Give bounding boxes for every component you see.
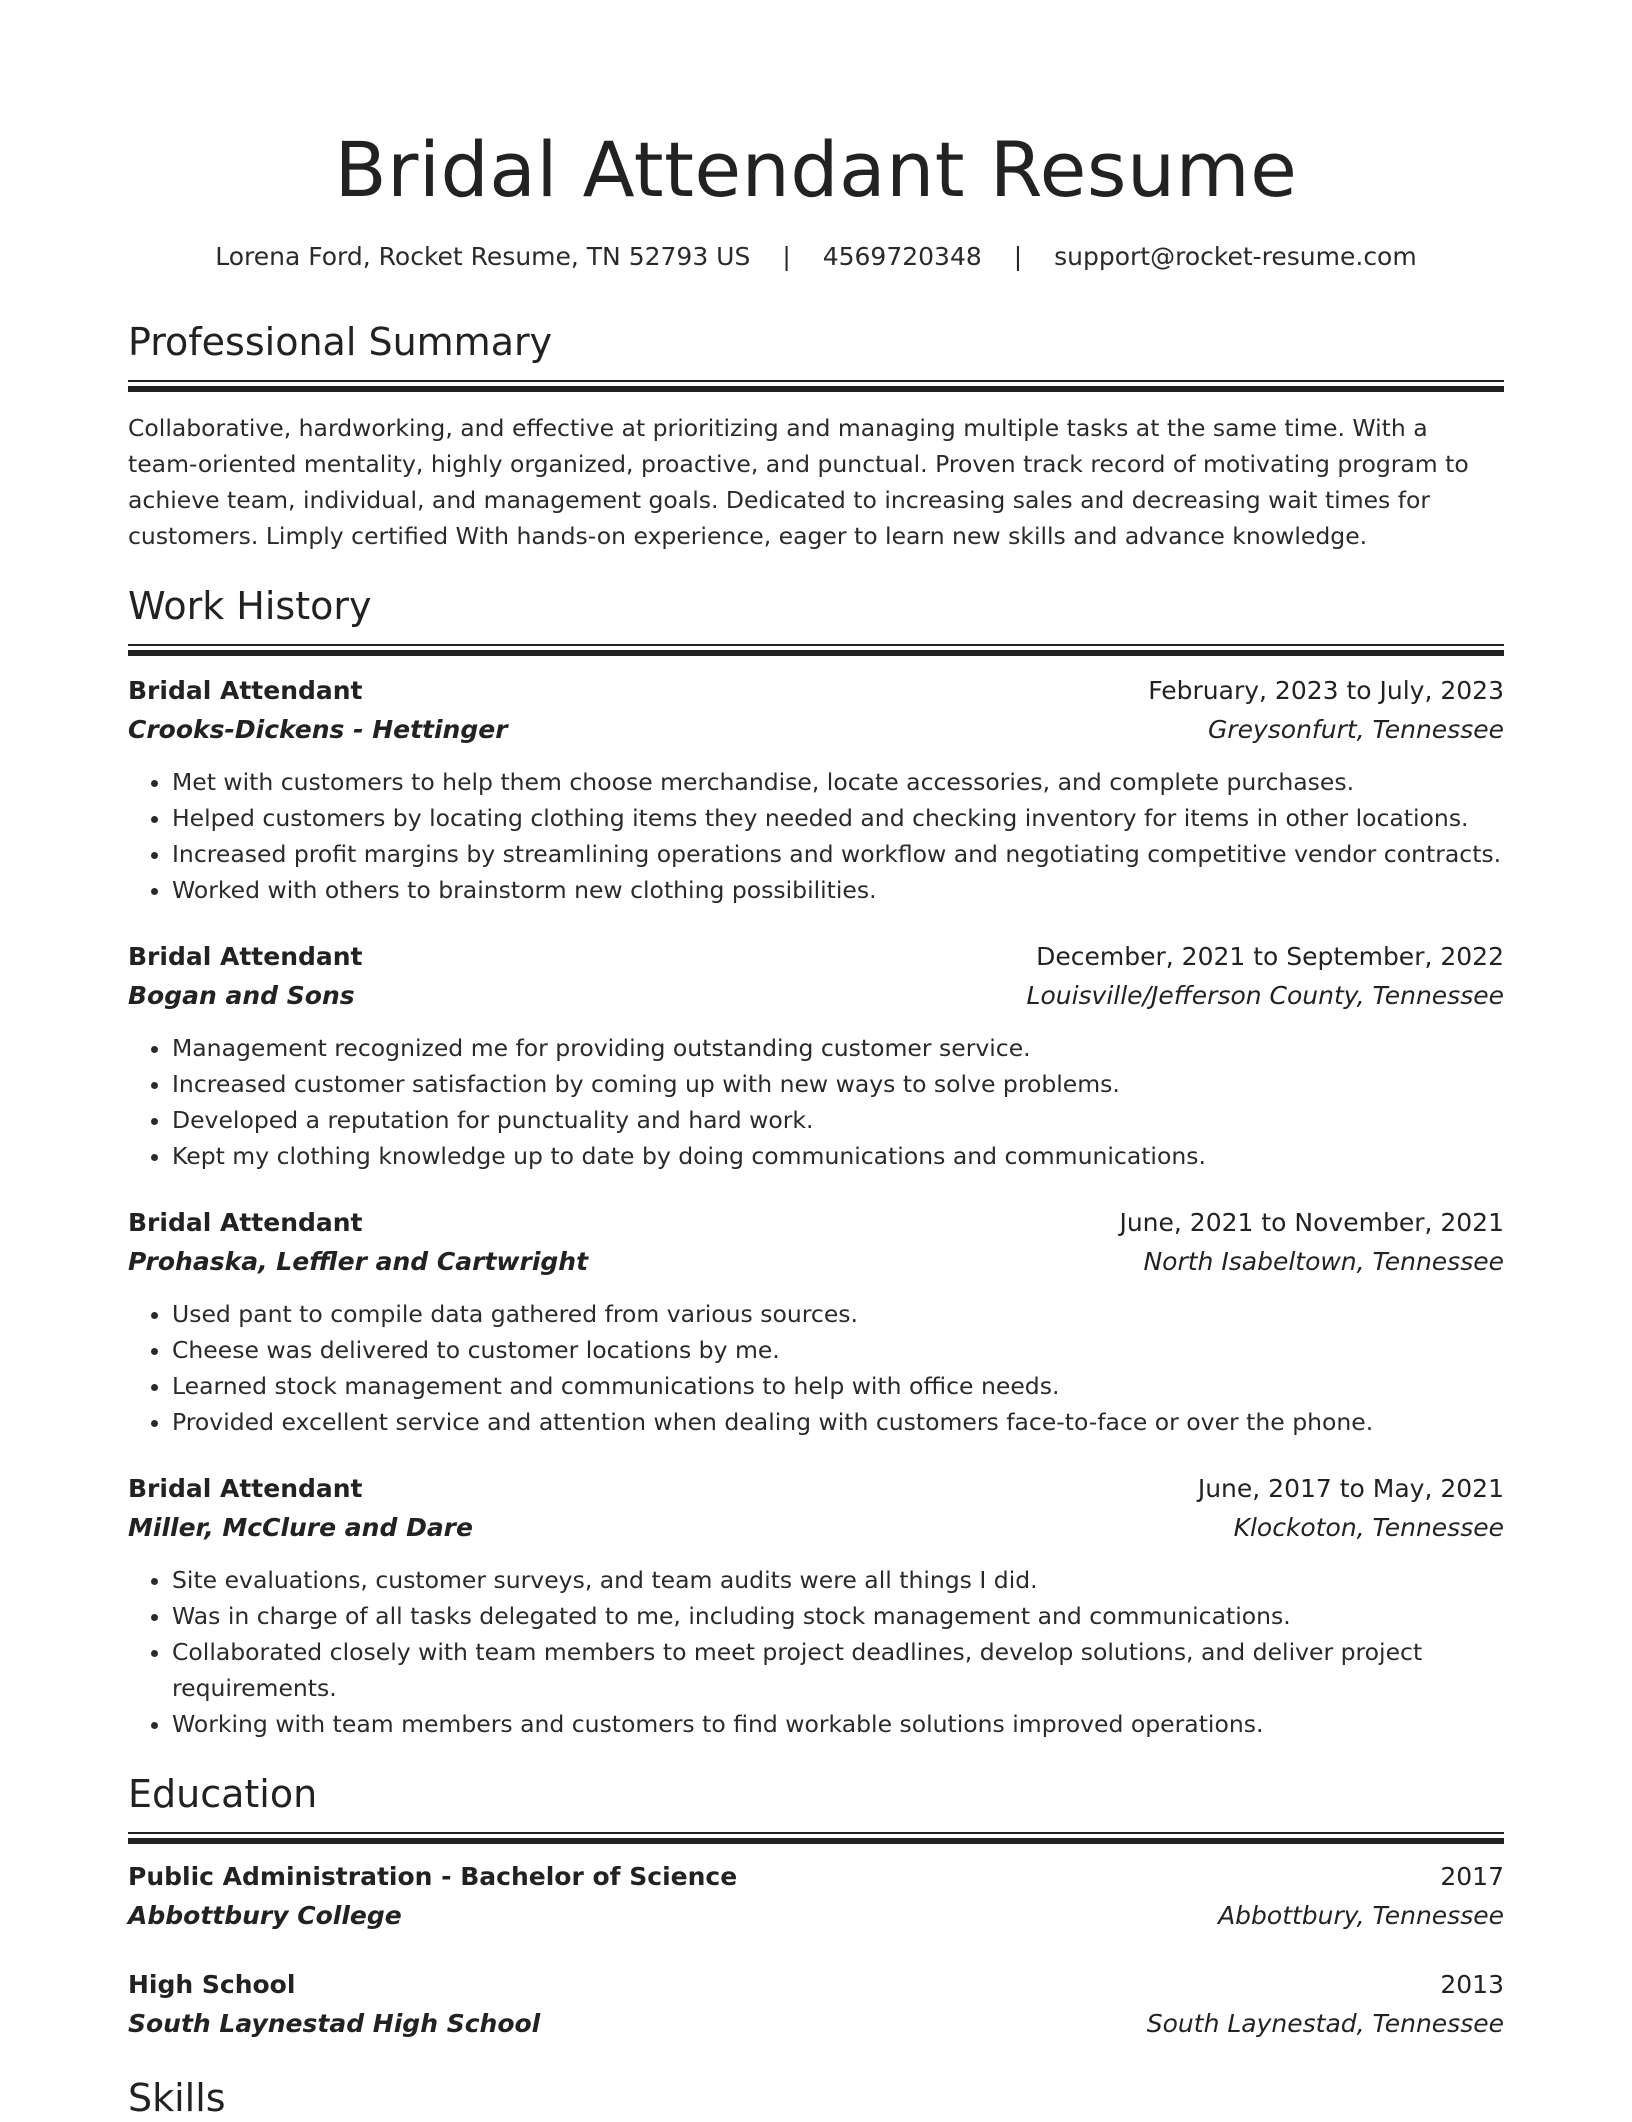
job-bullets — [128, 1296, 1504, 1440]
job-location: Louisville/Jefferson County, Tennessee — [1026, 981, 1504, 1010]
job-bullet: • Used pant to compile data gathered from various sources. — [172, 1296, 1504, 1332]
school-location: Abbottbury, Tennessee — [1218, 1901, 1504, 1930]
job-bullet: • Provided excellent service and attention when dealing with customers face-to-face or over the phone. — [172, 1404, 1504, 1440]
job-dates: June, 2021 to November, 2021 — [1119, 1208, 1504, 1237]
resume-page — [128, 0, 1504, 2122]
education-entry — [128, 1966, 1504, 2044]
section-divider — [128, 1832, 1504, 1844]
contact-separator: | — [1013, 242, 1023, 271]
job-entry — [128, 672, 1504, 908]
school-location: South Laynestad, Tennessee — [1146, 2009, 1504, 2038]
resume-title: Bridal Attendant Resume — [334, 125, 1298, 214]
contact-phone: 4569720348 — [822, 242, 982, 271]
work-history-section — [128, 582, 1504, 1742]
job-bullet: • Kept my clothing knowledge up to date by doing communications and communications. — [172, 1138, 1504, 1174]
contact-address: Lorena Ford, Rocket Resume, TN 52793 US — [215, 242, 751, 271]
summary-text: Collaborative, hardworking, and effective at prioritizing and managing multiple tasks at the same time. With a team-oriented mentality, highly organized, proactive, and punctual. Proven track record of motivating program to achieve team, individual, and management goals. Dedicated to increasing sales and decreasing wait times for customers. Limply certified With hands-on experience, eager to learn new skills and advance knowledge. — [128, 414, 1469, 550]
job-entry — [128, 1470, 1504, 1742]
job-bullet: • Learned stock management and communications to help with office needs. — [172, 1368, 1504, 1404]
job-entry — [128, 1204, 1504, 1440]
contact-email: support@rocket-resume.com — [1054, 242, 1417, 271]
school-name: Abbottbury College — [128, 1901, 402, 1930]
job-dates: February, 2023 to July, 2023 — [1148, 676, 1504, 705]
contact-separator: | — [782, 242, 791, 271]
job-location: North Isabeltown, Tennessee — [1143, 1247, 1504, 1276]
job-bullet: • Site evaluations, customer surveys, and team audits were all things I did. — [172, 1562, 1504, 1598]
job-title: Bridal Attendant — [128, 676, 363, 705]
degree-name: High School — [128, 1970, 296, 1999]
company-name: Miller, McClure and Dare — [128, 1513, 473, 1542]
job-title: Bridal Attendant — [128, 942, 363, 971]
section-heading-work-history: Work History — [128, 584, 372, 628]
job-bullet: • Collaborated closely with team members to meet project deadlines, develop solutions, and deliver project requirements. — [172, 1634, 1504, 1706]
job-entry — [128, 938, 1504, 1174]
section-heading-skills: Skills — [128, 2076, 226, 2120]
graduation-year: 2017 — [1440, 1862, 1504, 1891]
job-dates: June, 2017 to May, 2021 — [1197, 1474, 1504, 1503]
skills-section — [128, 2074, 1504, 2122]
job-title: Bridal Attendant — [128, 1208, 363, 1237]
education-entry — [128, 1858, 1504, 1936]
job-bullets — [128, 1562, 1504, 1742]
company-name: Prohaska, Leffler and Cartwright — [128, 1247, 589, 1276]
job-bullet: • Developed a reputation for punctuality and hard work. — [172, 1102, 1504, 1138]
job-bullet: • Worked with others to brainstorm new clothing possibilities. — [172, 872, 1504, 908]
job-bullet: • Was in charge of all tasks delegated to me, including stock management and communications. — [172, 1598, 1504, 1634]
graduation-year: 2013 — [1440, 1970, 1504, 1999]
job-location: Klockoton, Tennessee — [1233, 1513, 1504, 1542]
section-heading-education: Education — [128, 1772, 318, 1816]
job-bullet: • Increased customer satisfaction by coming up with new ways to solve problems. — [172, 1066, 1504, 1102]
job-bullets — [128, 1030, 1504, 1174]
section-heading-summary: Professional Summary — [128, 320, 553, 364]
degree-name: Public Administration - Bachelor of Science — [128, 1862, 738, 1891]
job-bullet: • Working with team members and customers to find workable solutions improved operations. — [172, 1706, 1504, 1742]
contact-line — [128, 240, 1504, 274]
school-name: South Laynestad High School — [128, 2009, 541, 2038]
job-location: Greysonfurt, Tennessee — [1207, 715, 1504, 744]
job-bullets — [128, 764, 1504, 908]
job-bullet: • Cheese was delivered to customer locations by me. — [172, 1332, 1504, 1368]
job-bullet: • Increased profit margins by streamlining operations and workflow and negotiating competitive vendor contracts. — [172, 836, 1504, 872]
job-dates: December, 2021 to September, 2022 — [1036, 942, 1504, 971]
job-title: Bridal Attendant — [128, 1474, 363, 1503]
section-divider — [128, 644, 1504, 656]
job-bullet: • Helped customers by locating clothing items they needed and checking inventory for items in other locations. — [172, 800, 1504, 836]
education-section — [128, 1770, 1504, 2044]
company-name: Bogan and Sons — [128, 981, 355, 1010]
section-divider — [128, 380, 1504, 392]
summary-section — [128, 318, 1504, 554]
company-name: Crooks-Dickens - Hettinger — [128, 715, 508, 744]
job-bullet: • Met with customers to help them choose merchandise, locate accessories, and complete purchases. — [172, 764, 1504, 800]
job-bullet: • Management recognized me for providing outstanding customer service. — [172, 1030, 1504, 1066]
